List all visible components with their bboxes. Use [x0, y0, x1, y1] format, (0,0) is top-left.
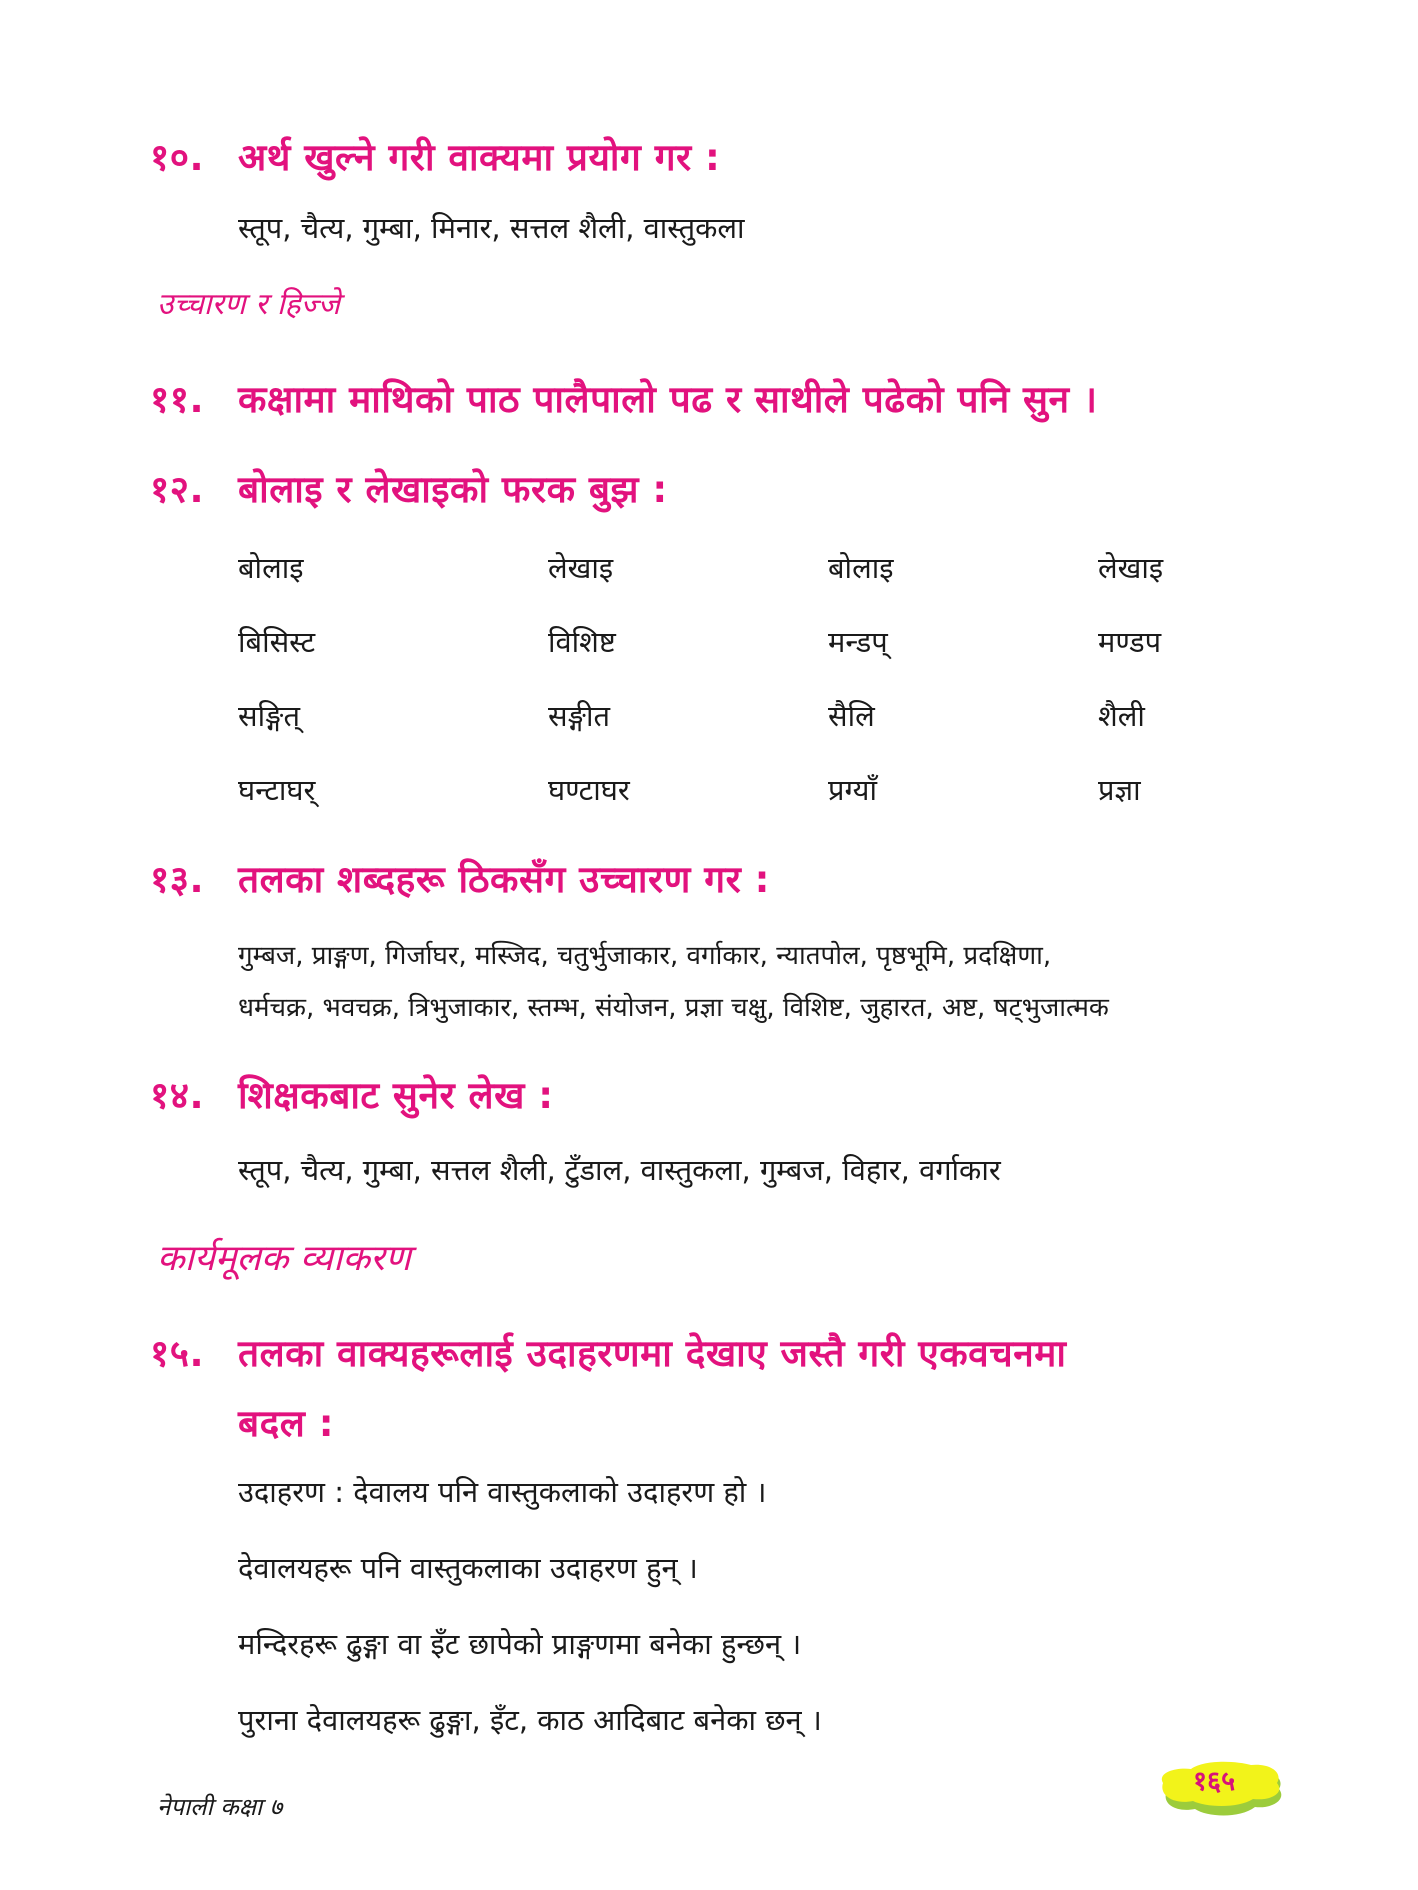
question-text: तलका शब्दहरू ठिकसँग उच्चारण गर :: [238, 858, 770, 901]
footer-book-title: नेपाली कक्षा ७: [157, 1793, 283, 1821]
table-cell: सैलि: [828, 699, 875, 733]
table-cell: प्रज्ञा: [1098, 773, 1141, 807]
page-number: १६५: [1193, 1766, 1236, 1797]
q10-word-list: स्तूप, चैत्य, गुम्बा, मिनार, सत्तल शैली, वास्तुकला: [238, 211, 745, 245]
table-cell: मन्डप्: [828, 625, 888, 659]
question-text: अर्थ खुल्ने गरी वाक्यमा प्रयोग गर :: [238, 136, 721, 179]
table-header: लेखाइ: [1098, 551, 1164, 585]
question-text: तलका वाक्यहरूलाई उदाहरणमा देखाए जस्तै गरी एकवचनमा: [238, 1332, 1067, 1375]
exercise-sentence: पुराना देवालयहरू ढुङ्गा, इँट, काठ आदिबाट बनेका छन् ।: [238, 1703, 822, 1737]
question-14-heading: [150, 1068, 554, 1119]
question-text: कक्षामा माथिको पाठ पालैपालो पढ र साथीले पढेको पनि सुन ।: [238, 378, 1098, 421]
question-11-heading: [150, 372, 1097, 423]
table-header: बोलाइ: [828, 551, 894, 585]
q14-word-list: स्तूप, चैत्य, गुम्बा, सत्तल शैली, टुँडाल, वास्तुकला, गुम्बज, विहार, वर्गाकार: [238, 1153, 1001, 1187]
example-sentence: उदाहरण : देवालय पनि वास्तुकलाको उदाहरण हो ।: [238, 1475, 767, 1509]
table-cell: सङ्गित्: [238, 699, 301, 733]
question-text: शिक्षकबाट सुनेर लेख :: [238, 1074, 554, 1117]
table-cell: विशिष्ट: [548, 625, 616, 659]
question-text: बोलाइ र लेखाइको फरक बुझ :: [238, 468, 668, 511]
q13-word-list-line-2: धर्मचक्र, भवचक्र, त्रिभुजाकार, स्तम्भ, संयोजन, प्रज्ञा चक्षु, विशिष्ट, जुहारत, अष्ट, षट्भुजात्मक: [238, 993, 1109, 1023]
table-cell: प्रग्याँ: [828, 773, 877, 807]
table-cell: शैली: [1098, 699, 1145, 733]
table-cell: बिसिस्ट: [238, 625, 316, 659]
question-15-heading-continued: बदल :: [238, 1402, 335, 1445]
section-title-grammar: कार्यमूलक व्याकरण: [157, 1238, 411, 1279]
exercise-sentence: देवालयहरू पनि वास्तुकलाका उदाहरण हुन् ।: [238, 1551, 698, 1585]
question-number: १५.: [150, 1332, 205, 1375]
table-header: लेखाइ: [548, 551, 614, 585]
section-title-pronunciation: उच्चारण र हिज्जे: [157, 287, 340, 322]
table-header: बोलाइ: [238, 551, 304, 585]
table-cell: घन्टाघर्: [238, 773, 316, 807]
question-number: १२.: [150, 468, 205, 511]
question-number: ११.: [150, 378, 205, 421]
table-cell: घण्टाघर: [548, 773, 630, 807]
question-12-heading: [150, 462, 668, 513]
question-number: १४.: [150, 1074, 205, 1117]
question-10-heading: [150, 130, 720, 181]
page-number-badge: [1155, 1745, 1290, 1827]
question-number: १०.: [150, 136, 205, 179]
table-cell: सङ्गीत: [548, 699, 611, 733]
question-15-heading: [150, 1326, 1066, 1377]
table-cell: मण्डप: [1098, 625, 1162, 659]
question-13-heading: [150, 852, 770, 903]
question-number: १३.: [150, 858, 205, 901]
q13-word-list-line-1: गुम्बज, प्राङ्गण, गिर्जाघर, मस्जिद, चतुर्भुजाकार, वर्गाकार, न्यातपोल, पृष्ठभूमि, प्रदक्षिणा,: [238, 941, 1052, 971]
exercise-sentence: मन्दिरहरू ढुङ्गा वा इँट छापेको प्राङ्गणमा बनेका हुन्छन् ।: [238, 1627, 802, 1661]
